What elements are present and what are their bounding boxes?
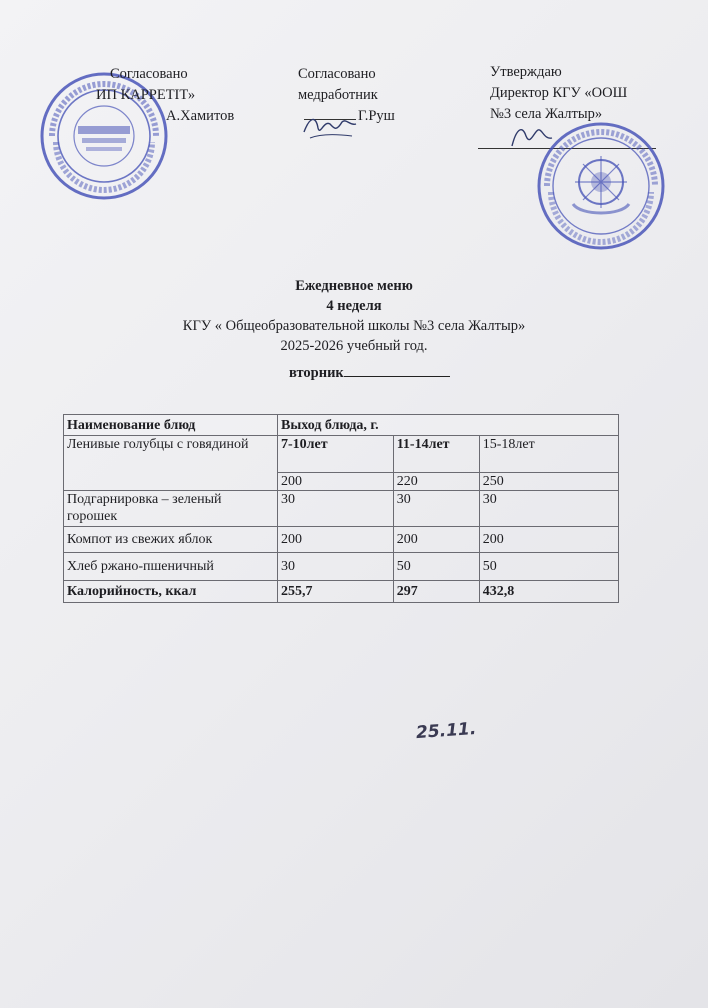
value-cell: 30 xyxy=(278,553,394,581)
total-value: 297 xyxy=(393,581,479,603)
handwritten-date: 25.11. xyxy=(415,718,477,744)
dish-name: Ленивые голубцы с говядиной xyxy=(64,436,278,491)
approval-left-line2: ИП КАРРЕТІТ» xyxy=(96,87,196,103)
table-row xyxy=(64,527,619,553)
value-cell: 50 xyxy=(479,553,618,581)
approval-left-line1: Согласовано xyxy=(110,66,188,82)
approval-middle-line3: Г.Руш xyxy=(358,108,395,124)
approval-middle-line2: медработник xyxy=(298,87,378,103)
value-cell: 30 xyxy=(479,491,618,527)
total-value: 255,7 xyxy=(278,581,394,603)
school-year: 2025-2026 учебный год. xyxy=(280,338,428,354)
age-group-2: 11-14лет xyxy=(393,436,479,473)
value-cell: 220 xyxy=(393,473,479,491)
age-group-3: 15-18лет xyxy=(479,436,618,473)
approval-right xyxy=(490,62,627,125)
handwritten-signature xyxy=(300,110,360,146)
total-value: 432,8 xyxy=(479,581,618,603)
value-cell: 30 xyxy=(393,491,479,527)
approval-left xyxy=(96,64,234,127)
value-cell: 200 xyxy=(278,527,394,553)
total-label: Калорийность, ккал xyxy=(64,581,278,603)
age-group-1: 7-10лет xyxy=(278,436,394,473)
approval-right-line2: Директор КГУ «ООШ xyxy=(490,85,628,101)
dish-name: Подгарнировка – зеленый горошек xyxy=(64,491,278,527)
header-dish: Наименование блюд xyxy=(64,415,278,436)
school-name: КГУ « Общеобразовательной школы №3 села Жалтыр» xyxy=(182,318,526,334)
approval-left-line3: А.Хамитов xyxy=(166,108,235,124)
value-cell: 50 xyxy=(393,553,479,581)
menu-title-block xyxy=(0,276,708,356)
table-row xyxy=(64,436,619,473)
menu-table xyxy=(63,414,619,603)
approval-middle-line1: Согласовано xyxy=(298,66,376,82)
table-row xyxy=(64,491,619,527)
header-output: Выход блюда, г. xyxy=(278,415,619,436)
approval-right-line3: №3 села Жалтыр» xyxy=(490,106,603,122)
dish-name: Хлеб ржано-пшеничный xyxy=(64,553,278,581)
value-cell: 250 xyxy=(479,473,618,491)
menu-title: Ежедневное меню xyxy=(295,278,413,294)
day-label: вторник xyxy=(289,365,344,381)
table-header-row xyxy=(64,415,619,436)
state-emblem-stamp xyxy=(535,120,667,252)
value-cell: 200 xyxy=(393,527,479,553)
table-total-row xyxy=(64,581,619,603)
week-number: 4 неделя xyxy=(326,298,382,314)
approval-right-line1: Утверждаю xyxy=(490,64,562,80)
value-cell: 200 xyxy=(278,473,394,491)
table-row xyxy=(64,553,619,581)
value-cell: 30 xyxy=(278,491,394,527)
value-cell: 200 xyxy=(479,527,618,553)
dish-name: Компот из свежих яблок xyxy=(64,527,278,553)
